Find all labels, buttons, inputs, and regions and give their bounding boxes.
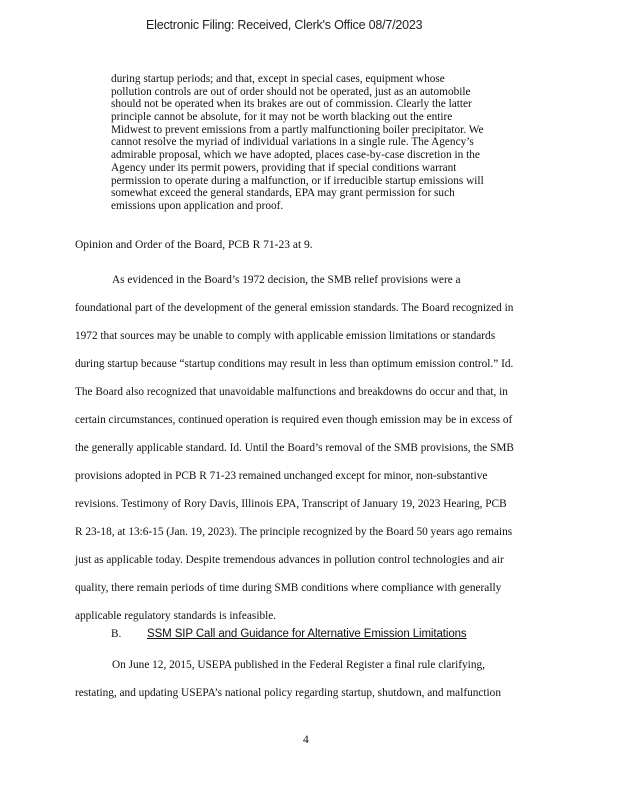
paragraph-smb-relief bbox=[75, 266, 555, 630]
block-quote-line: during startup periods; and that, except in special cases, equipment whose bbox=[111, 73, 445, 85]
paragraph-line: applicable regulatory standards is infeasible. bbox=[75, 610, 277, 622]
paragraph-line: revisions. Testimony of Rory Davis, Illinois EPA, Transcript of January 19, 2023 Hearing, PCB bbox=[75, 498, 507, 510]
block-quote-line: permission to operate during a malfunction, or if irreducible startup emissions will bbox=[111, 174, 484, 187]
block-quote-line: emissions upon application and proof. bbox=[111, 199, 284, 212]
paragraph-ssm-sip-call bbox=[75, 651, 555, 707]
paragraph-line: during startup because “startup conditions may result in less than optimum emission control.” Id. bbox=[75, 358, 514, 370]
quote-citation: Opinion and Order of the Board, PCB R 71-23 at 9. bbox=[75, 239, 313, 251]
section-letter: B. bbox=[111, 628, 122, 640]
page-number: 4 bbox=[303, 734, 309, 746]
paragraph-line: the generally applicable standard. Id. Until the Board’s removal of the SMB provisions, the SMB bbox=[75, 442, 514, 454]
paragraph-line: restating, and updating USEPA’s national policy regarding startup, shutdown, and malfunction bbox=[75, 687, 501, 699]
block-quote-line: principle cannot be absolute, for it may not be worth blacking out the entire bbox=[111, 111, 453, 124]
paragraph-line: R 23-18, at 13:6-15 (Jan. 19, 2023). The principle recognized by the Board 50 years ago remains bbox=[75, 526, 513, 538]
block-quote-line: somewhat exceed the general standards, EPA may grant permission for such bbox=[111, 187, 455, 200]
paragraph-line: certain circumstances, continued operation is required even though emission may be in excess of bbox=[75, 414, 513, 426]
block-quote-line: should not be operated when its brakes are out of commission. Clearly the latter bbox=[111, 98, 472, 111]
block-quote-line: admirable proposal, which we have adopted, places case-by-case discretion in the bbox=[111, 149, 480, 162]
section-title: SSM SIP Call and Guidance for Alternative Emission Limitations bbox=[147, 628, 467, 640]
paragraph-line: The Board also recognized that unavoidable malfunctions and breakdowns do occur and that, in bbox=[75, 386, 508, 398]
paragraph-line: On June 12, 2015, USEPA published in the Federal Register a final rule clarifying, bbox=[112, 659, 485, 671]
filing-stamp-header: Electronic Filing: Received, Clerk's Office 08/7/2023 bbox=[146, 18, 423, 32]
paragraph-line: just as applicable today. Despite tremendous advances in pollution control technologies and air bbox=[75, 554, 504, 566]
block-quote-line: cannot resolve the myriad of individual variations in a single rule. The Agency’s bbox=[111, 136, 474, 149]
block-quote-line: Midwest to prevent emissions from a partly malfunctioning boiler precipitator. We bbox=[111, 123, 484, 136]
block-quote-line: Agency under its permit powers, providing that if special conditions warrant bbox=[111, 161, 457, 174]
section-heading-b bbox=[111, 628, 467, 640]
paragraph-line: 1972 that sources may be unable to comply with applicable emission limitations or standards bbox=[75, 330, 496, 342]
paragraph-line: provisions adopted in PCB R 71-23 remained unchanged except for minor, non-substantive bbox=[75, 470, 488, 482]
block-quote bbox=[111, 73, 516, 213]
paragraph-line: As evidenced in the Board’s 1972 decision, the SMB relief provisions were a bbox=[112, 274, 461, 286]
paragraph-line: foundational part of the development of the general emission standards. The Board recognized in bbox=[75, 302, 514, 314]
block-quote-line: pollution controls are out of order should not be operated, just as an automobile bbox=[111, 85, 471, 98]
paragraph-line: quality, there remain periods of time during SMB conditions where compliance with generally bbox=[75, 582, 502, 594]
